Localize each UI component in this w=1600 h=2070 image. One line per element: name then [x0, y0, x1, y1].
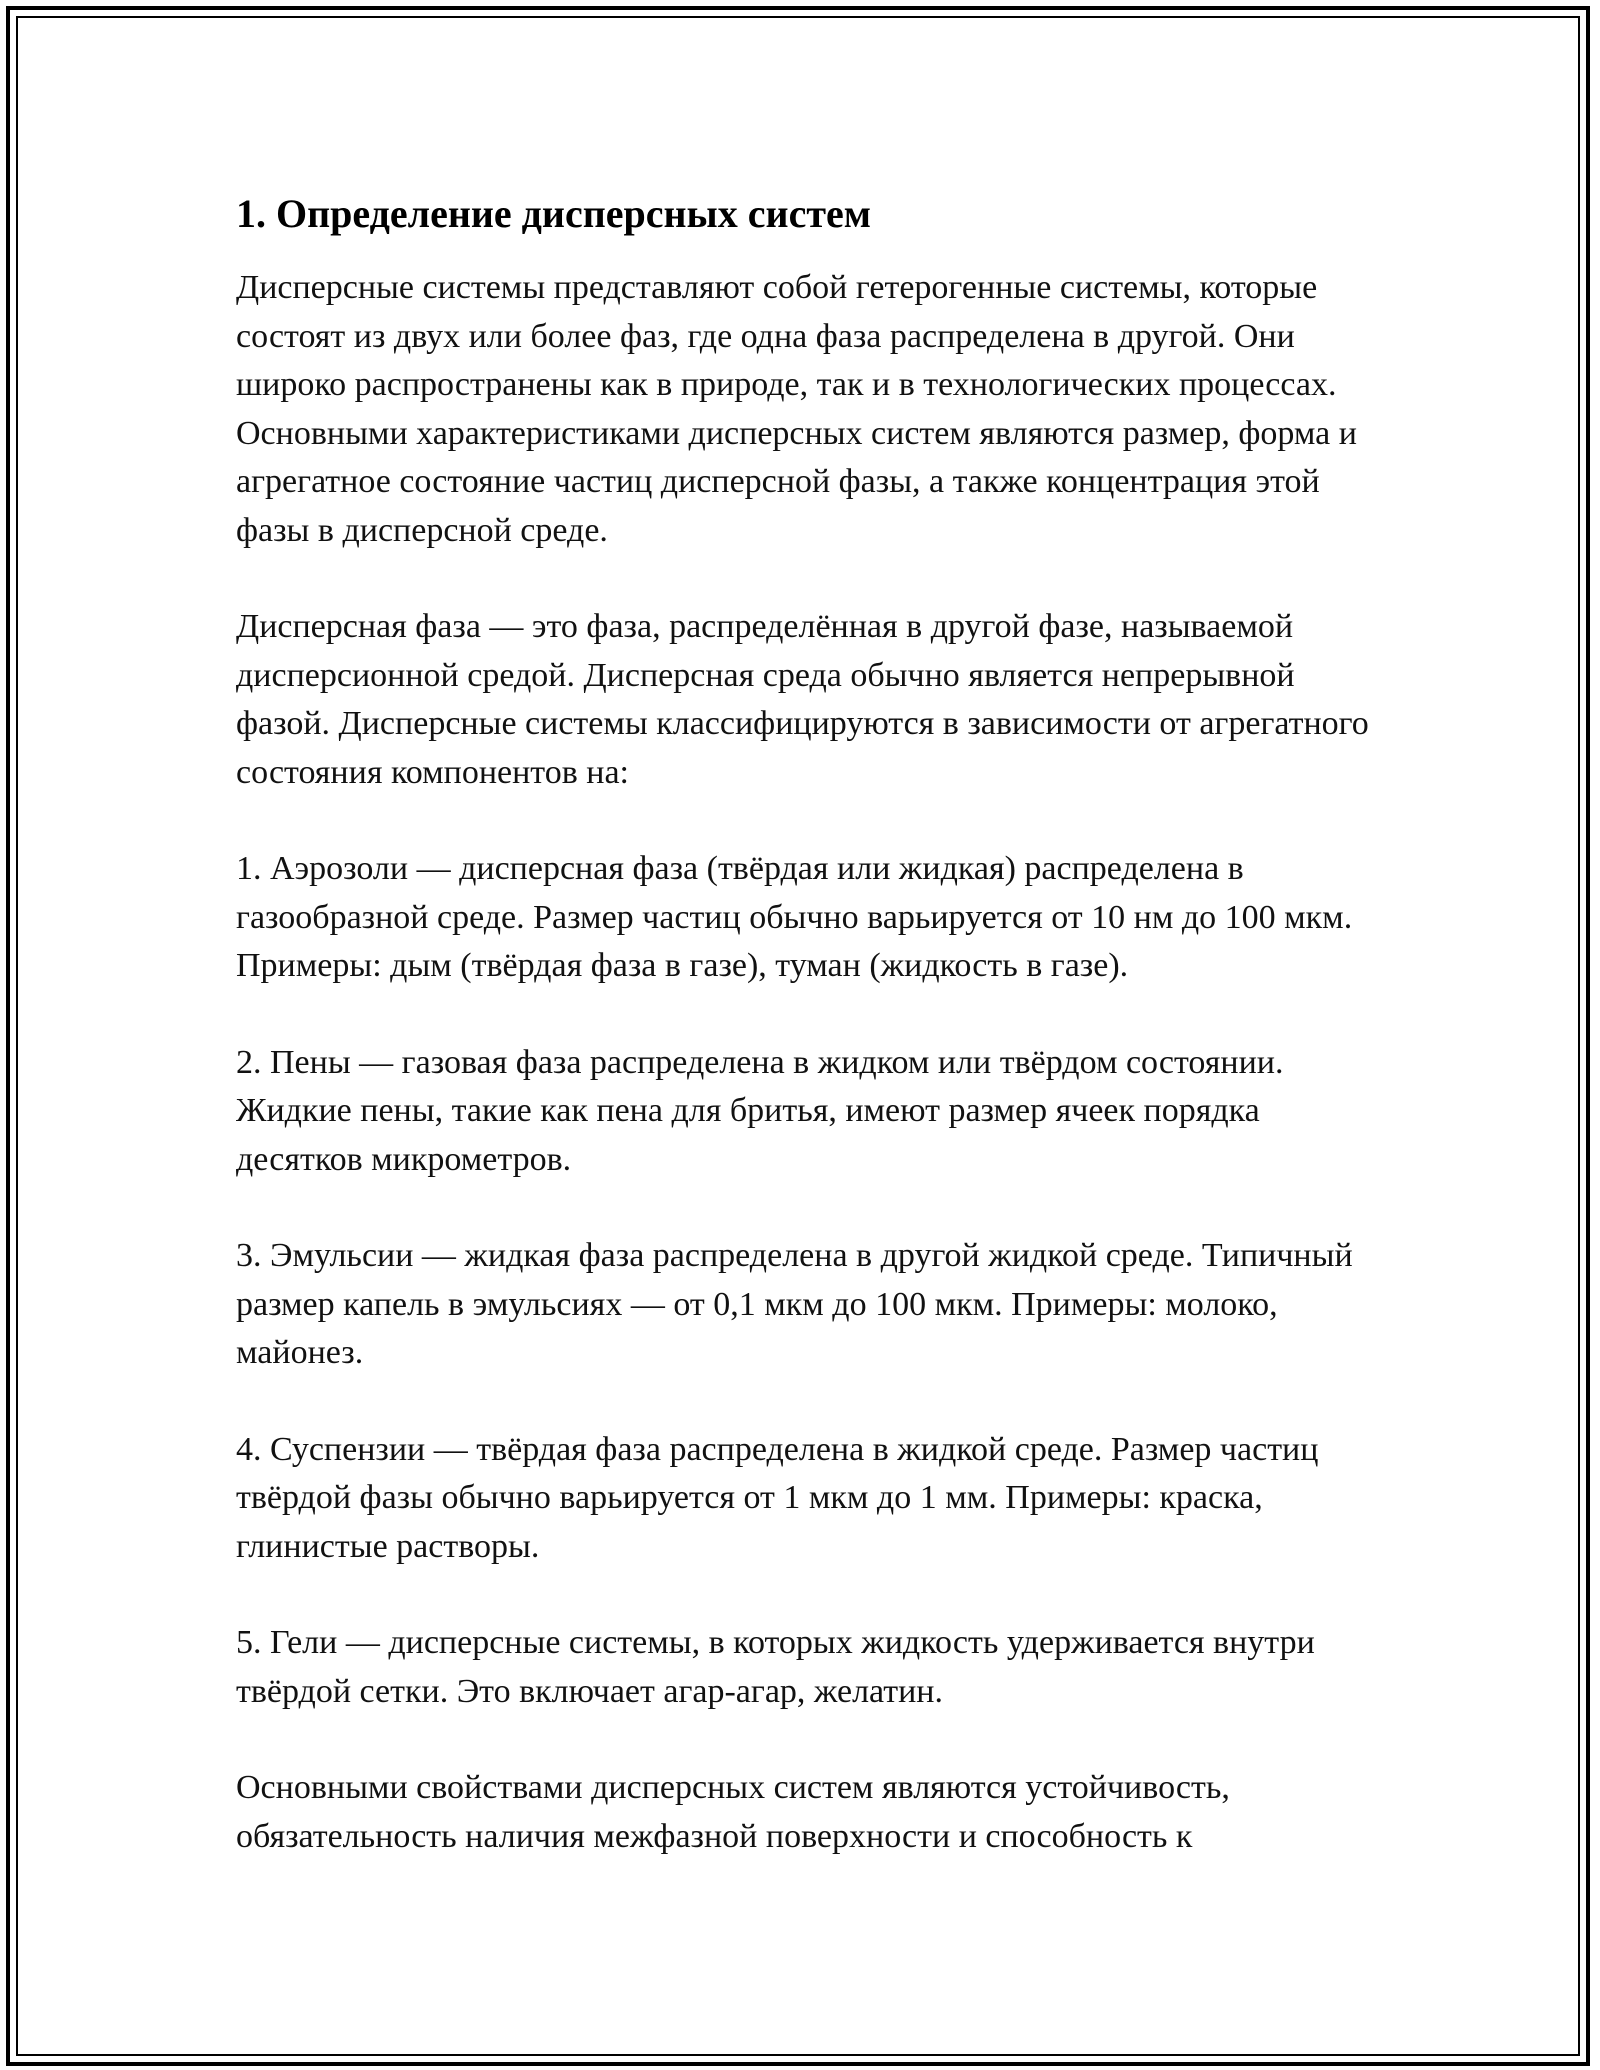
section-title: 1. Определение дисперсных систем: [236, 191, 871, 236]
list-item-gels: 5. Гели — дисперсные системы, в которых жидкость удерживается внутри твёрдой сетки. Это включает агар-агар, желатин.: [236, 1624, 1315, 1710]
list-item-aerosols: 1. Аэрозоли — дисперсная фаза (твёрдая или жидкая) распределена в газообразной среде. Размер частиц обычно варьируется от 10 нм до 100 мкм. Примеры: дым (твёрдая фаза в газе), туман (жидкость в газе).: [236, 850, 1353, 984]
list-item-suspensions: 4. Суспензии — твёрдая фаза распределена в жидкой среде. Размер частиц твёрдой фазы обычно варьируется от 1 мкм до 1 мм. Примеры: краска, глинистые растворы.: [236, 1430, 1319, 1565]
dispersed-phase-paragraph: Дисперсная фаза — это фаза, распределённая в другой фазе, называемой дисперсионной средой. Дисперсная среда обычно является непрерывной фазой. Дисперсные системы классифицируются в зависимости от агрегатного состояния компонентов на:: [236, 608, 1369, 791]
list-item-emulsions: 3. Эмульсии — жидкая фаза распределена в другой жидкой среде. Типичный размер капель в эмульсиях — от 0,1 мкм до 100 мкм. Примеры: молоко, майонез.: [236, 1237, 1353, 1371]
document-body: [236, 186, 1386, 1909]
intro-paragraph: Дисперсные системы представляют собой гетерогенные системы, которые состоят из двух или более фаз, где одна фаза распределена в другой. Они широко распространены как в природе, так и в технологических процессах. Основными характеристиками дисперсных систем являются размер, форма и агрегатное состояние частиц дисперсной фазы, а также концентрация этой фазы в дисперсной среде.: [236, 269, 1357, 549]
properties-paragraph: Основными свойствами дисперсных систем являются устойчивость, обязательность наличия межфазной поверхности и способность к: [236, 1769, 1230, 1855]
list-item-foams: 2. Пены — газовая фаза распределена в жидком или твёрдом состоянии. Жидкие пены, такие как пена для бритья, имеют размер ячеек порядка десятков микрометров.: [236, 1043, 1284, 1178]
